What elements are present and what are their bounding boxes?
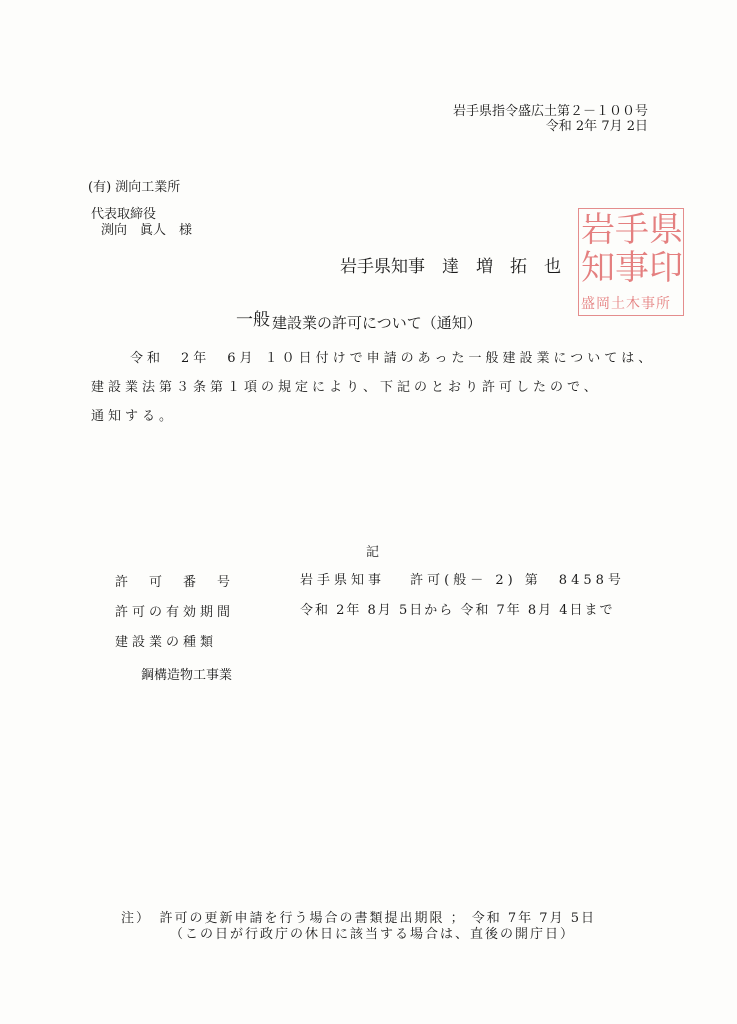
seal-char: 事 xyxy=(615,248,649,288)
note-line: 注） 許可の更新申請を行う場合の書類提出期限 ； 令和 7年 7月 5日 xyxy=(121,911,596,926)
row-label-validity: 許可の有効期間 xyxy=(115,605,235,620)
issue-date: 令和 2年 7月 2日 xyxy=(545,119,648,134)
reference-number: 岩手県指令盛広土第２－１００号 xyxy=(452,104,648,119)
business-type: 鋼構造物工事業 xyxy=(141,668,233,683)
note-line: （この日が行政庁の休日に該当する場合は、直後の開庁日） xyxy=(170,927,576,942)
seal-char: 岩 xyxy=(581,210,615,250)
subject-prefix: 一般 xyxy=(236,310,270,330)
recipient-company: (有) 渕向工業所 xyxy=(88,180,181,195)
record-heading: 記 xyxy=(366,545,380,560)
seal-char: 知 xyxy=(581,248,615,288)
official-seal xyxy=(578,208,684,316)
row-label-business-type: 建設業の種類 xyxy=(115,635,218,650)
subject-title: 建設業の許可について（通知） xyxy=(272,314,482,332)
seal-char: 県 xyxy=(649,210,683,250)
row-value-permit-number: 岩手県知事 許可(般－ 2) 第 8458号 xyxy=(300,573,625,588)
row-label-permit-number: 許 可 番 号 xyxy=(115,575,235,590)
row-value-validity: 令和 2年 8月 5日から 令和 7年 8月 4日まで xyxy=(300,603,615,618)
body-line: 令和 2年 6月 １０日付けで申請のあった一般建設業については、 xyxy=(130,351,656,366)
seal-office: 盛岡土木事所 xyxy=(581,296,671,312)
seal-char: 印 xyxy=(649,248,683,288)
sender-name: 岩手県知事 達 増 拓 也 xyxy=(340,257,561,277)
recipient-title: 代表取締役 xyxy=(91,207,157,222)
recipient-name: 渕向 眞人 様 xyxy=(101,223,193,238)
body-line: 建設業法第３条第１項の規定により、下記のとおり許可したので、 xyxy=(91,380,601,395)
seal-char: 手 xyxy=(615,210,649,250)
body-line: 通知する。 xyxy=(91,409,177,424)
